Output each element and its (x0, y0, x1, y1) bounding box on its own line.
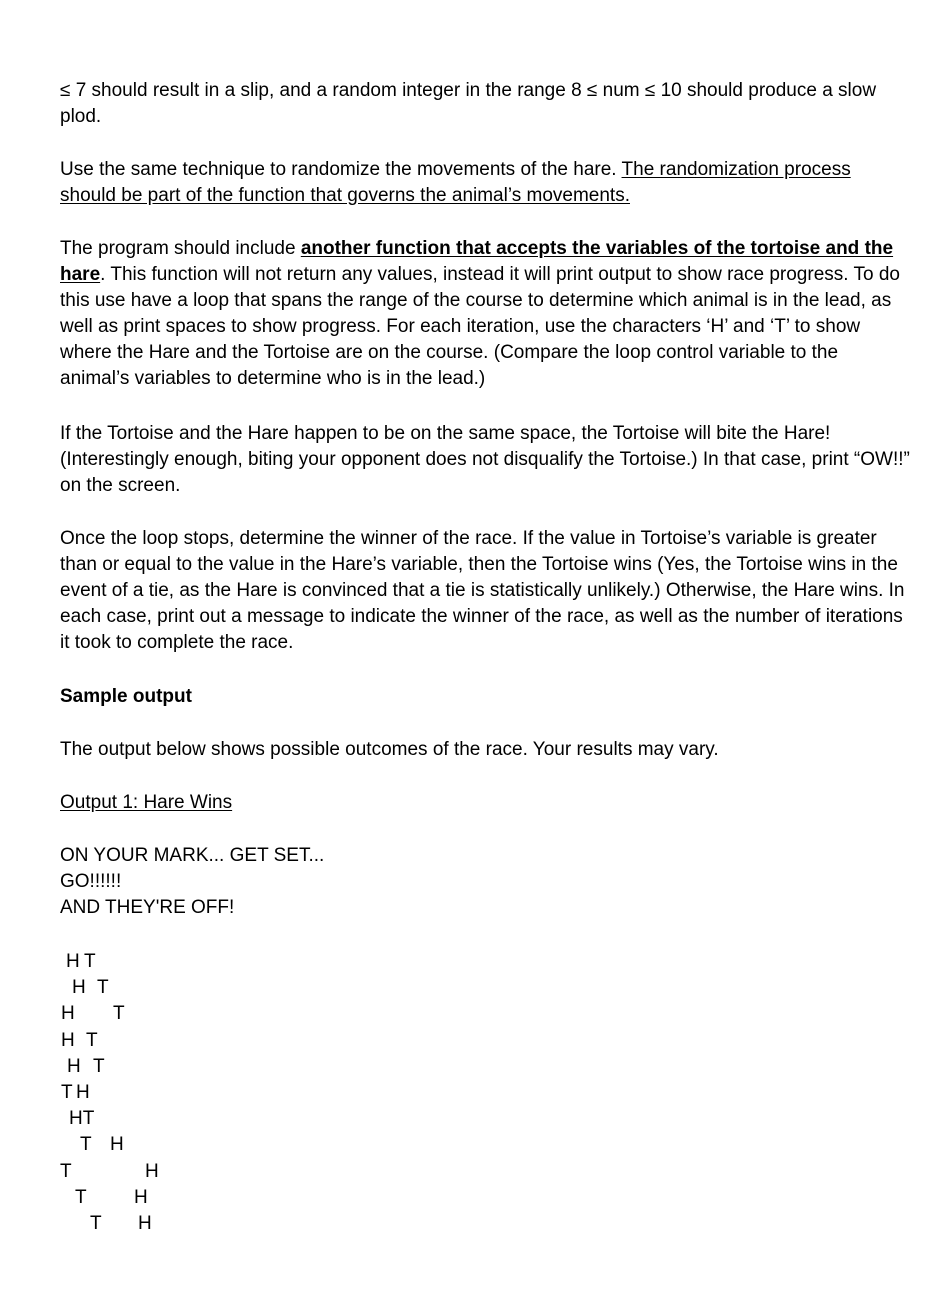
function-paragraph-text-before: The program should include (60, 238, 301, 259)
hare-marker: H (145, 1160, 159, 1182)
sample-output-heading: Sample output (60, 686, 192, 707)
hare-marker: H (66, 951, 80, 972)
race-marker: HT (69, 1108, 95, 1130)
tortoise-marker: T (97, 977, 109, 999)
intro-paragraph: ≤ 7 should result in a slip, and a random integer in the range 8 ≤ num ≤ 10 should produce a slow plod. (60, 80, 877, 127)
tortoise-marker: T (90, 1213, 102, 1234)
tortoise-marker: T (93, 1055, 105, 1077)
tortoise-marker: T (75, 1186, 87, 1208)
hare-marker: H (72, 977, 86, 999)
hare-marker: H (61, 1003, 75, 1025)
start-line-3: AND THEY'RE OFF! (60, 897, 235, 918)
hare-marker: H (134, 1186, 148, 1208)
hare-paragraph-underlined: The randomization process should be part of the function that governs the animal’s movements. (60, 159, 851, 206)
tortoise-marker: T (84, 951, 96, 972)
output-1-label: Output 1: Hare Wins (60, 792, 233, 813)
sample-output-description: The output below shows possible outcomes of the race. Your results may vary. (60, 739, 719, 760)
tortoise-marker: T (80, 1134, 92, 1156)
hare-paragraph (60, 157, 910, 209)
tortoise-marker: T (113, 1003, 125, 1025)
function-paragraph (60, 236, 910, 392)
bite-paragraph: If the Tortoise and the Hare happen to be on the same space, the Tortoise will bite the Hare! (Interestingly enough, biting your opponent does not disqualify the Tortoise.) In that case, print “OW!!” on the screen. (60, 423, 910, 496)
tortoise-marker: T (60, 1160, 72, 1182)
function-paragraph-text-after: . This function will not return any values, instead it will print output to show race progress. To do this use have a loop that spans the range of the course to determine which animal is in the lead, as well as print spaces to show progress. For each iteration, use the characters ‘H’ and ‘T’ to show where the Hare and the Tortoise are on the course. (Compare the loop control variable to the animal’s variables to determine who is in the lead.) (60, 264, 900, 389)
start-lines (60, 843, 910, 921)
start-line-2: GO!!!!!! (60, 871, 122, 892)
tortoise-marker: T (61, 1082, 73, 1103)
winner-paragraph: Once the loop stops, determine the winner of the race. If the value in Tortoise’s variable is greater than or equal to the value in the Hare’s variable, then the Tortoise wins (Yes, the Tortoise wins in the event of a tie, as the Hare is convinced that a tie is statistically unlikely.) Otherwise, the Hare wins. In each case, print out a message to indicate the winner of the race, as well as the number of iterations it took to complete the race. (60, 528, 905, 653)
tortoise-marker: T (86, 1029, 98, 1051)
hare-marker: H (138, 1213, 152, 1234)
hare-marker: H (67, 1055, 81, 1077)
hare-paragraph-text: Use the same technique to randomize the movements of the hare. (60, 159, 622, 180)
function-paragraph-emphasis: another function that accepts the variables of the tortoise and the hare (60, 238, 894, 285)
start-line-1: ON YOUR MARK... GET SET... (60, 845, 325, 866)
hare-marker: H (61, 1029, 75, 1051)
hare-marker: H (76, 1082, 90, 1103)
hare-marker: H (110, 1134, 124, 1156)
